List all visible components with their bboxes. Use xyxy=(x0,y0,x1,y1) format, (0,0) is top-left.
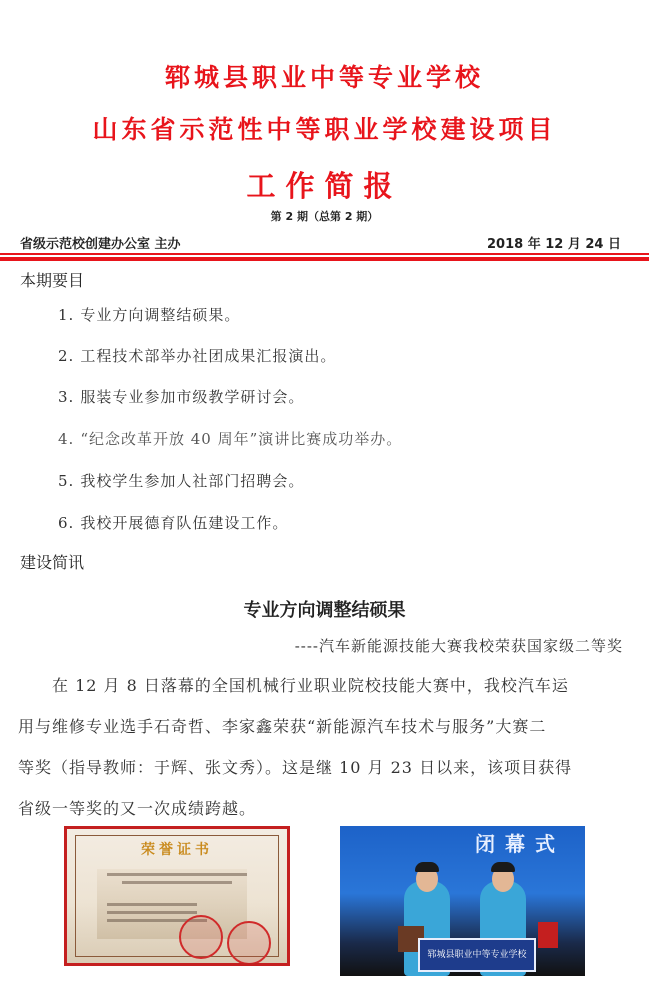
award-certificate-red xyxy=(538,922,558,948)
certificate-heading: 荣誉证书 xyxy=(141,842,213,858)
project-name: 山东省示范性中等职业学校建设项目 xyxy=(92,115,557,144)
article-subtitle: ----汽车新能源技能大赛我校荣获国家级二等奖 xyxy=(294,637,623,655)
toc-item: 2. 工程技术部举办社团成果汇报演出。 xyxy=(58,347,337,365)
issue-number: 第 2 期（总第 2 期） xyxy=(270,210,379,223)
student-hair xyxy=(491,862,515,872)
certificate-text-line xyxy=(122,881,232,884)
student-hair xyxy=(415,862,439,872)
toc-item: 5. 我校学生参加人社部门招聘会。 xyxy=(58,472,305,490)
toc-item: 3. 服装专业参加市级教学研讨会。 xyxy=(58,388,305,406)
certificate-text-line xyxy=(107,903,197,906)
certificate-text-line xyxy=(107,873,247,876)
certificate-photo xyxy=(64,826,290,966)
ceremony-heading: 闭幕式 xyxy=(475,832,565,856)
toc-item: 6. 我校开展德育队伍建设工作。 xyxy=(58,514,289,532)
article-paragraph-line: 用与维修专业选手石奇哲、李家鑫荣获“新能源汽车技术与服务”大赛二 xyxy=(18,717,547,736)
red-seal-icon xyxy=(179,915,223,959)
header-divider-thick xyxy=(0,257,649,261)
publish-date: 2018 年 12 月 24 日 xyxy=(487,237,621,252)
article-paragraph-line: 等奖（指导教师：于辉、张文秀）。这是继 10 月 23 日以来，该项目获得 xyxy=(18,758,573,777)
school-banner: 郓城县职业中等专业学校 xyxy=(418,938,536,972)
red-seal-icon xyxy=(227,921,271,965)
toc-item: 4. “纪念改革开放 40 周年”演讲比赛成功举办。 xyxy=(58,430,403,448)
article-title: 专业方向调整结硕果 xyxy=(243,600,406,621)
news-heading: 建设简讯 xyxy=(20,553,85,572)
article-paragraph-line: 省级一等奖的又一次成绩跨越。 xyxy=(18,799,257,818)
ceremony-photo xyxy=(340,826,585,976)
toc-heading: 本期要目 xyxy=(20,271,85,290)
host-office: 省级示范校创建办公室 主办 xyxy=(20,237,181,252)
article-paragraph-line: 在 12 月 8 日落幕的全国机械行业职业院校技能大赛中，我校汽车运 xyxy=(18,676,569,695)
toc-item: 1. 专业方向调整结硕果。 xyxy=(58,306,241,324)
certificate-text-line xyxy=(107,911,197,914)
school-name: 郓城县职业中等专业学校 xyxy=(164,63,484,92)
header-divider-thin xyxy=(0,253,649,255)
bulletin-title: 工作简报 xyxy=(246,169,403,203)
